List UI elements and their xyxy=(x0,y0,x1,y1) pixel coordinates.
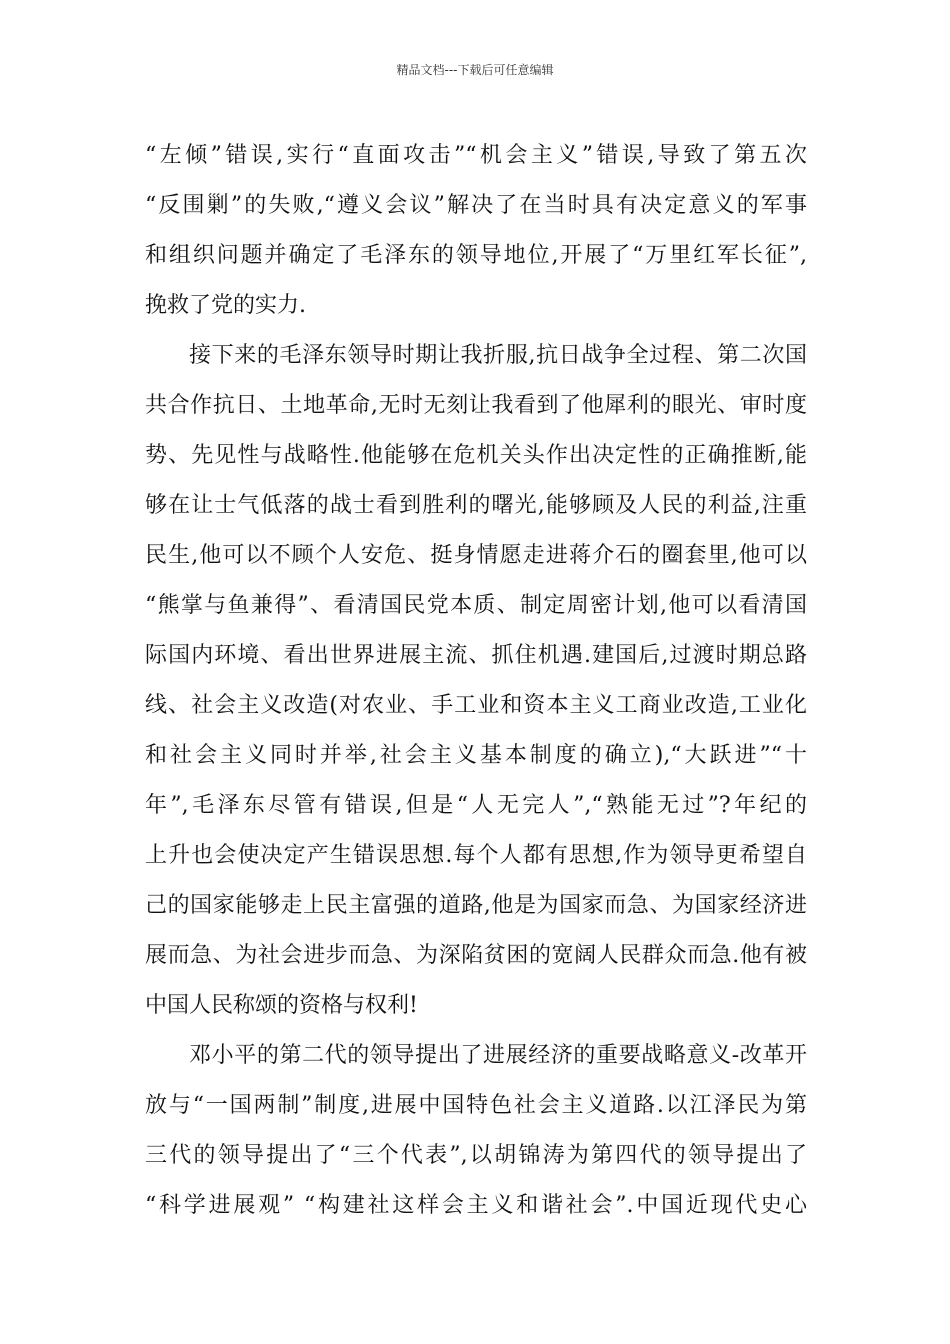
document-body xyxy=(145,131,807,1231)
text-line: 接下来的毛泽东领导时期让我折服,抗日战争全过程、第二次国 xyxy=(189,343,807,368)
paragraph-1 xyxy=(145,131,807,331)
text-line: “科学进展观” “构建社这样会主义和谐社会”.中国近现代史心 xyxy=(145,1193,807,1218)
text-line: 和组织问题并确定了毛泽东的领导地位,开展了“万里红军长征”, xyxy=(145,243,807,268)
paragraph-2 xyxy=(145,331,807,1031)
text-line: 够在让士气低落的战士看到胜利的曙光,能够顾及人民的利益,注重 xyxy=(145,493,807,518)
text-line: 民生,他可以不顾个人安危、挺身情愿走进蒋介石的圈套里,他可以 xyxy=(145,543,807,568)
text-line: 年”,毛泽东尽管有错误,但是“人无完人”,“熟能无过”?年纪的 xyxy=(145,793,807,818)
text-line: 三代的领导提出了“三个代表”,以胡锦涛为第四代的领导提出了 xyxy=(145,1143,807,1168)
text-line: 势、先见性与战略性.他能够在危机关头作出决定性的正确推断,能 xyxy=(145,443,807,468)
text-line: 放与“一国两制”制度,进展中国特色社会主义道路.以江泽民为第 xyxy=(145,1093,807,1118)
text-line: 挽救了党的实力. xyxy=(145,293,306,318)
text-line: 上升也会使决定产生错误思想.每个人都有思想,作为领导更希望自 xyxy=(145,843,807,868)
text-line: 际国内环境、看出世界进展主流、抓住机遇.建国后,过渡时期总路 xyxy=(145,643,807,668)
text-line: 己的国家能够走上民主富强的道路,他是为国家而急、为国家经济进 xyxy=(145,893,807,918)
text-line: 共合作抗日、土地革命,无时无刻让我看到了他犀利的眼光、审时度 xyxy=(145,393,807,418)
text-line: “熊掌与鱼兼得”、看清国民党本质、制定周密计划,他可以看清国 xyxy=(145,593,807,618)
text-line: 和社会主义同时并举,社会主义基本制度的确立),“大跃进”“十 xyxy=(145,743,807,768)
text-line: “左倾”错误,实行“直面攻击”“机会主义”错误,导致了第五次 xyxy=(145,143,807,168)
text-line: 邓小平的第二代的领导提出了进展经济的重要战略意义-改革开 xyxy=(189,1043,807,1068)
page-header: 精品文档---下载后可任意编辑 xyxy=(396,63,554,77)
text-line: 线、社会主义改造(对农业、手工业和资本主义工商业改造,工业化 xyxy=(145,693,807,718)
text-line: “反围剿”的失败,“遵义会议”解决了在当时具有决定意义的军事 xyxy=(145,193,807,218)
paragraph-3 xyxy=(145,1031,807,1231)
text-line: 展而急、为社会进步而急、为深陷贫困的宽阔人民群众而急.他有被 xyxy=(145,943,807,968)
text-line: 中国人民称颂的资格与权利! xyxy=(145,993,418,1018)
